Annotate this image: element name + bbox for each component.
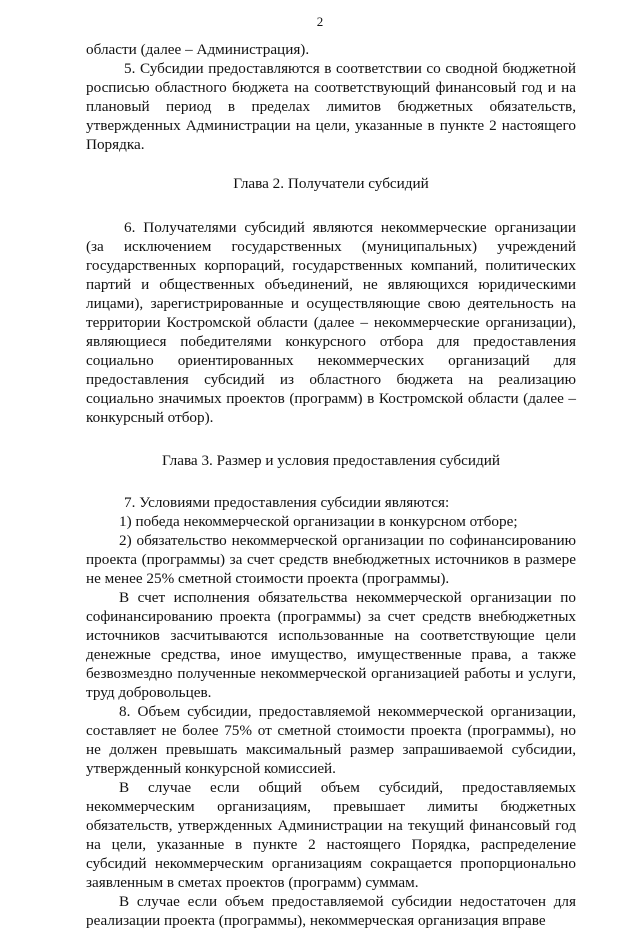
document-body bbox=[86, 40, 576, 930]
paragraph-7: 7. Условиями предоставления субсидии являются: bbox=[124, 494, 450, 511]
paragraph-8: 8. Объем субсидии, предоставляемой некоммерческой организации, составляет не более 75% от сметной стоимости проекта (программы), но не должен превышать максимальный размер запрашиваемой субсидии, утвержденный конкурсной комиссией. bbox=[86, 703, 576, 777]
chapter-3-title: Глава 3. Размер и условия предоставления субсидий bbox=[162, 452, 500, 469]
paragraph-5: 5. Субсидии предоставляются в соответствии со сводной бюджетной росписью областного бюджета на соответствующий финансовый год и на плановый период в пределах лимитов бюджетных обязательств, утвержденных Администрации на цели, указанные в пункте 2 настоящего Порядка. bbox=[86, 60, 576, 153]
chapter-2-title: Глава 2. Получатели субсидий bbox=[233, 175, 429, 192]
paragraph-7-item-1: 1) победа некоммерческой организации в конкурсном отборе; bbox=[119, 513, 518, 530]
paragraph-7-cofinancing: В счет исполнения обязательства некоммерческой организации по софинансированию проекта (программы) за счет средств внебюджетных источников засчитываются использованные на соответствующие цели денежные средства, иное имущество, имущественные права, а также безвозмездно полученные некоммерческой организацией работы и услуги, труд добровольцев. bbox=[86, 589, 576, 701]
paragraph-7-item-2: 2) обязательство некоммерческой организации по софинансированию проекта (программы) за счет средств внебюджетных источников в размере не менее 25% сметной стоимости проекта (программы). bbox=[86, 532, 576, 587]
page-number: 2 bbox=[316, 14, 324, 29]
paragraph-8-insufficient: В случае если объем предоставляемой субсидии недостаточен для реализации проекта (программы), некоммерческая организация вправе bbox=[86, 893, 576, 929]
paragraph-6: 6. Получателями субсидий являются некоммерческие организации (за исключением государственных (муниципальных) учреждений государственных корпораций, государственных компаний, политических партий и общественных объединений, не являющихся юридическими лицами), зарегистрированные и осуществляющие свою деятельность на территории Костромской области (далее – некоммерческие организации), являющиеся победителями конкурсного отбора для предоставления социально ориентированных некоммерческих организаций для предоставления субсидий из областного бюджета на реализацию социально значимых проектов (программ) в Костромской области (далее – конкурсный отбор). bbox=[86, 219, 576, 426]
paragraph-8-limits: В случае если общий объем субсидий, предоставляемых некоммерческим организациям, превышает лимиты бюджетных обязательств, утвержденных Администрации на текущий финансовый год на цели, указанные в пункте 2 настоящего Порядка, распределение субсидий некоммерческим организациям сокращается пропорционально заявленным в сметах проектов (программ) суммам. bbox=[86, 779, 576, 891]
paragraph-continuation: области (далее – Администрация). bbox=[86, 41, 310, 58]
